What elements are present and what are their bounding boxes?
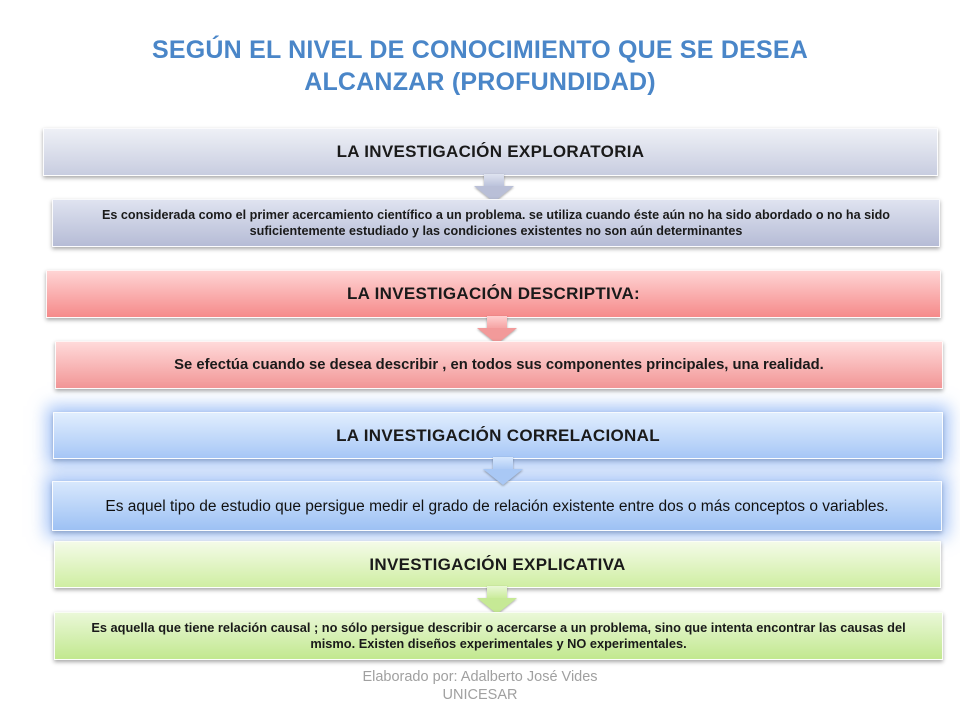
footer-credit [330, 668, 630, 704]
down-arrow-icon [483, 457, 523, 485]
footer-author: Elaborado por: Adalberto José Vides [362, 669, 598, 685]
correlational-heading-box: LA INVESTIGACIÓN CORRELACIONAL [53, 412, 943, 459]
exploratory-description-box: Es considerada como el primer acercamiento científico a un problema. se utiliza cuando éste aún no ha sido abordado o no ha sido suficientemente estudiado y las condiciones existentes no son aún determinantes [52, 199, 940, 247]
down-arrow-icon [477, 316, 517, 344]
descriptive-heading-box: LA INVESTIGACIÓN DESCRIPTIVA: [46, 270, 941, 318]
title-line-1: SEGÚN EL NIVEL DE CONOCIMIENTO QUE SE DESEA [152, 36, 808, 64]
down-arrow-icon [477, 586, 517, 614]
title-line-2: ALCANZAR (PROFUNDIDAD) [304, 68, 656, 96]
explanatory-heading-box: INVESTIGACIÓN EXPLICATIVA [54, 541, 941, 588]
correlational-description-box: Es aquel tipo de estudio que persigue medir el grado de relación existente entre dos o más conceptos o variables. [52, 481, 942, 531]
explanatory-description-box: Es aquella que tiene relación causal ; no sólo persigue describir o acercarse a un problema, sino que intenta encontrar las causas del mismo. Existen diseños experimentales y NO experimentales. [54, 612, 943, 660]
descriptive-description-box: Se efectúa cuando se desea describir , en todos sus componentes principales, una realidad. [55, 341, 943, 389]
footer-institution: UNICESAR [442, 687, 518, 703]
page-title [80, 34, 880, 98]
exploratory-heading-box: LA INVESTIGACIÓN EXPLORATORIA [43, 128, 938, 176]
down-arrow-icon [474, 174, 514, 202]
